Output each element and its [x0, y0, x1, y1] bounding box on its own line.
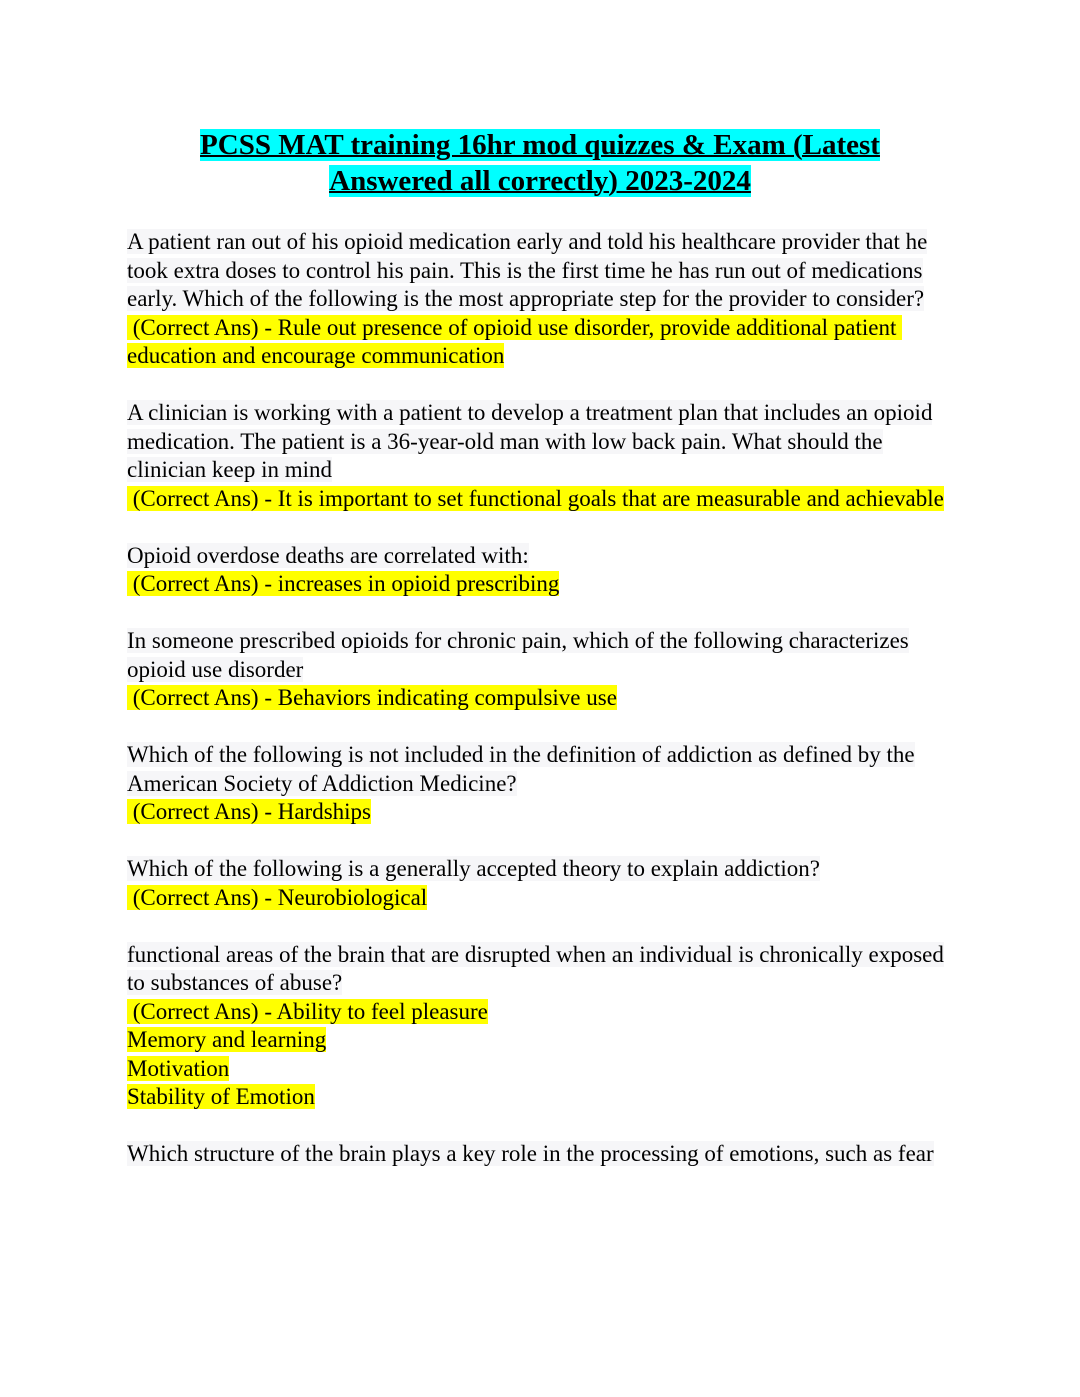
- answer-text: (Correct Ans) - Neurobiological: [127, 884, 428, 910]
- answer-text: (Correct Ans) - Ability to feel pleasure: [127, 998, 488, 1024]
- answer-extra-line: Stability of Emotion: [127, 1084, 315, 1109]
- question-text: A clinician is working with a patient to develop a treatment plan that includes an opioid medication. The patient is a 36-year-old man with low back pain. What should the clinician keep in mind: [127, 400, 933, 482]
- question-text: Which of the following is not included in the definition of addiction as defined by the American Society of Addiction Medicine?: [127, 742, 915, 796]
- question-text: Opioid overdose deaths are correlated with:: [127, 542, 529, 568]
- answer-text: (Correct Ans) - Behaviors indicating compulsive use: [127, 685, 617, 710]
- qa-list: [127, 228, 957, 1197]
- answer-extra-line: Memory and learning: [127, 1027, 327, 1052]
- answer-text: (Correct Ans) - Hardships: [127, 799, 372, 824]
- qa-item: [127, 1140, 957, 1169]
- answer-extra-line: Motivation: [127, 1055, 230, 1081]
- question-text: functional areas of the brain that are disrupted when an individual is chronically exposed to substances of abuse?: [127, 941, 944, 995]
- qa-item: [127, 228, 957, 371]
- qa-item: [127, 941, 957, 1112]
- question-text: Which structure of the brain plays a key role in the processing of emotions, such as fear: [127, 1141, 934, 1166]
- qa-item: [127, 542, 957, 599]
- qa-item: [127, 741, 957, 827]
- answer-text: (Correct Ans) - increases in opioid prescribing: [127, 571, 560, 596]
- document-title: [0, 127, 1080, 199]
- title-line-2: Answered all correctly) 2023-2024: [329, 165, 751, 197]
- answer-text: (Correct Ans) - It is important to set functional goals that are measurable and achievable: [127, 485, 944, 511]
- qa-item: [127, 855, 957, 912]
- question-text: Which of the following is a generally accepted theory to explain addiction?: [127, 856, 820, 881]
- question-text: In someone prescribed opioids for chronic pain, which of the following characterizes opioid use disorder: [127, 628, 909, 682]
- question-text: A patient ran out of his opioid medication early and told his healthcare provider that he took extra doses to control his pain. This is the first time he has run out of medications early. Which of the following is the most appropriate step for the provider to consider?: [127, 229, 928, 311]
- title-line-1: PCSS MAT training 16hr mod quizzes & Exam (Latest: [200, 129, 880, 161]
- answer-text: (Correct Ans) - Rule out presence of opioid use disorder, provide additional patient education and encourage communication: [127, 314, 903, 368]
- qa-item: [127, 627, 957, 713]
- qa-item: [127, 399, 957, 513]
